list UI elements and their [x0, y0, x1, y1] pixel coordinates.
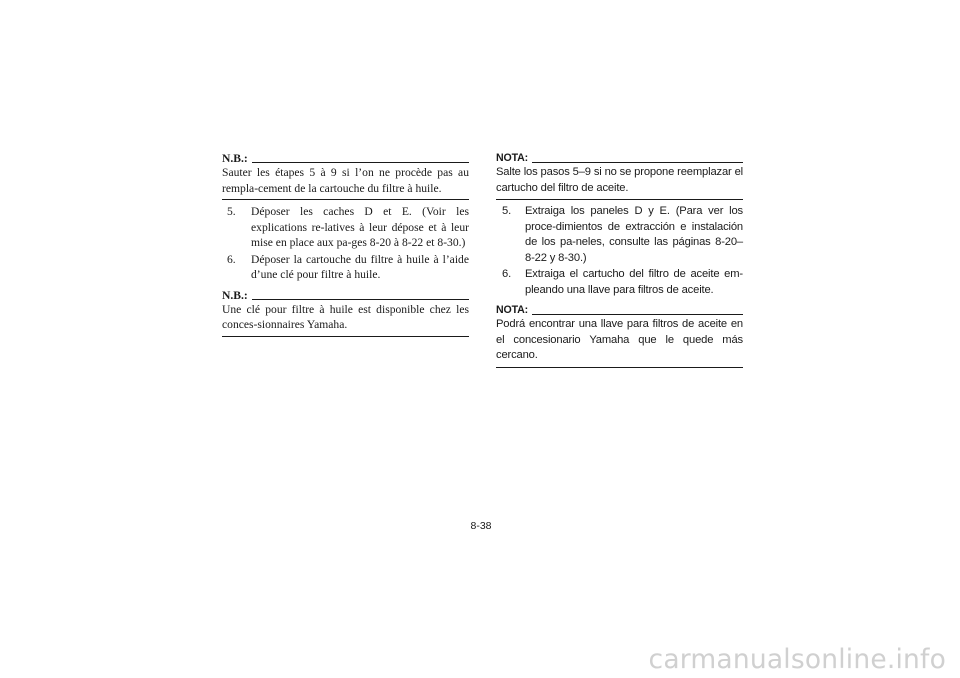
page-number: 8-38 — [470, 520, 492, 532]
note-text: Salte los pasos 5–9 si no se propone reemplazar el cartucho del filtro de aceite. — [496, 165, 743, 200]
note-header — [496, 151, 743, 165]
step-number: 5. — [502, 205, 512, 217]
steps-list-es — [496, 204, 743, 298]
note-label: NOTA: — [496, 152, 529, 164]
step-number: 6. — [227, 252, 236, 266]
note-header — [222, 288, 469, 302]
note-rule — [532, 314, 743, 315]
step-6-fr — [222, 252, 469, 283]
note-header — [496, 303, 743, 317]
step-number: 5. — [227, 205, 236, 218]
note-text: Sauter les étapes 5 à 9 si l’on ne procède pas au rempla-cement de la cartouche du filtre à huile. — [222, 165, 469, 200]
note-label: NOTA: — [496, 304, 529, 316]
step-text: Extraiga los paneles D y E. (Para ver los proce-dimientos de extracción e instalación de los pa-neles, consulte las páginas 8-20–8-22 y 8-30.) — [525, 205, 743, 264]
note-es-1 — [496, 151, 743, 200]
step-6-es — [496, 267, 743, 298]
step-number: 6. — [502, 268, 512, 280]
note-fr-2 — [222, 288, 469, 337]
note-rule — [252, 299, 469, 300]
note-rule — [532, 162, 743, 163]
step-text: Déposer la cartouche du filtre à huile à l’aide d’une clé pour filtre à huile. — [251, 252, 469, 281]
note-label: N.B.: — [222, 288, 248, 302]
note-text: Podrá encontrar una llave para filtros de aceite en el concesionario Yamaha que le quede más cercano. — [496, 317, 743, 368]
note-es-2 — [496, 303, 743, 368]
note-text: Une clé pour filtre à huile est disponible chez les conces-sionnaires Yamaha. — [222, 302, 469, 337]
watermark: carmanualsonline.info — [648, 644, 946, 675]
step-text: Extraiga el cartucho del filtro de aceite em-pleando una llave para filtros de aceite. — [525, 268, 743, 296]
note-rule — [252, 162, 469, 163]
french-column — [222, 151, 469, 337]
step-text: Déposer les caches D et E. (Voir les explications re-latives à leur dépose et à leur mise en place aux pa-ges 8-20 à 8-22 et 8-30.) — [251, 205, 469, 249]
steps-list-fr — [222, 204, 469, 283]
note-fr-1 — [222, 151, 469, 200]
step-5-es — [496, 204, 743, 266]
note-label: N.B.: — [222, 152, 248, 165]
step-5-fr — [222, 204, 469, 251]
spanish-column — [496, 151, 743, 368]
note-header — [222, 151, 469, 165]
